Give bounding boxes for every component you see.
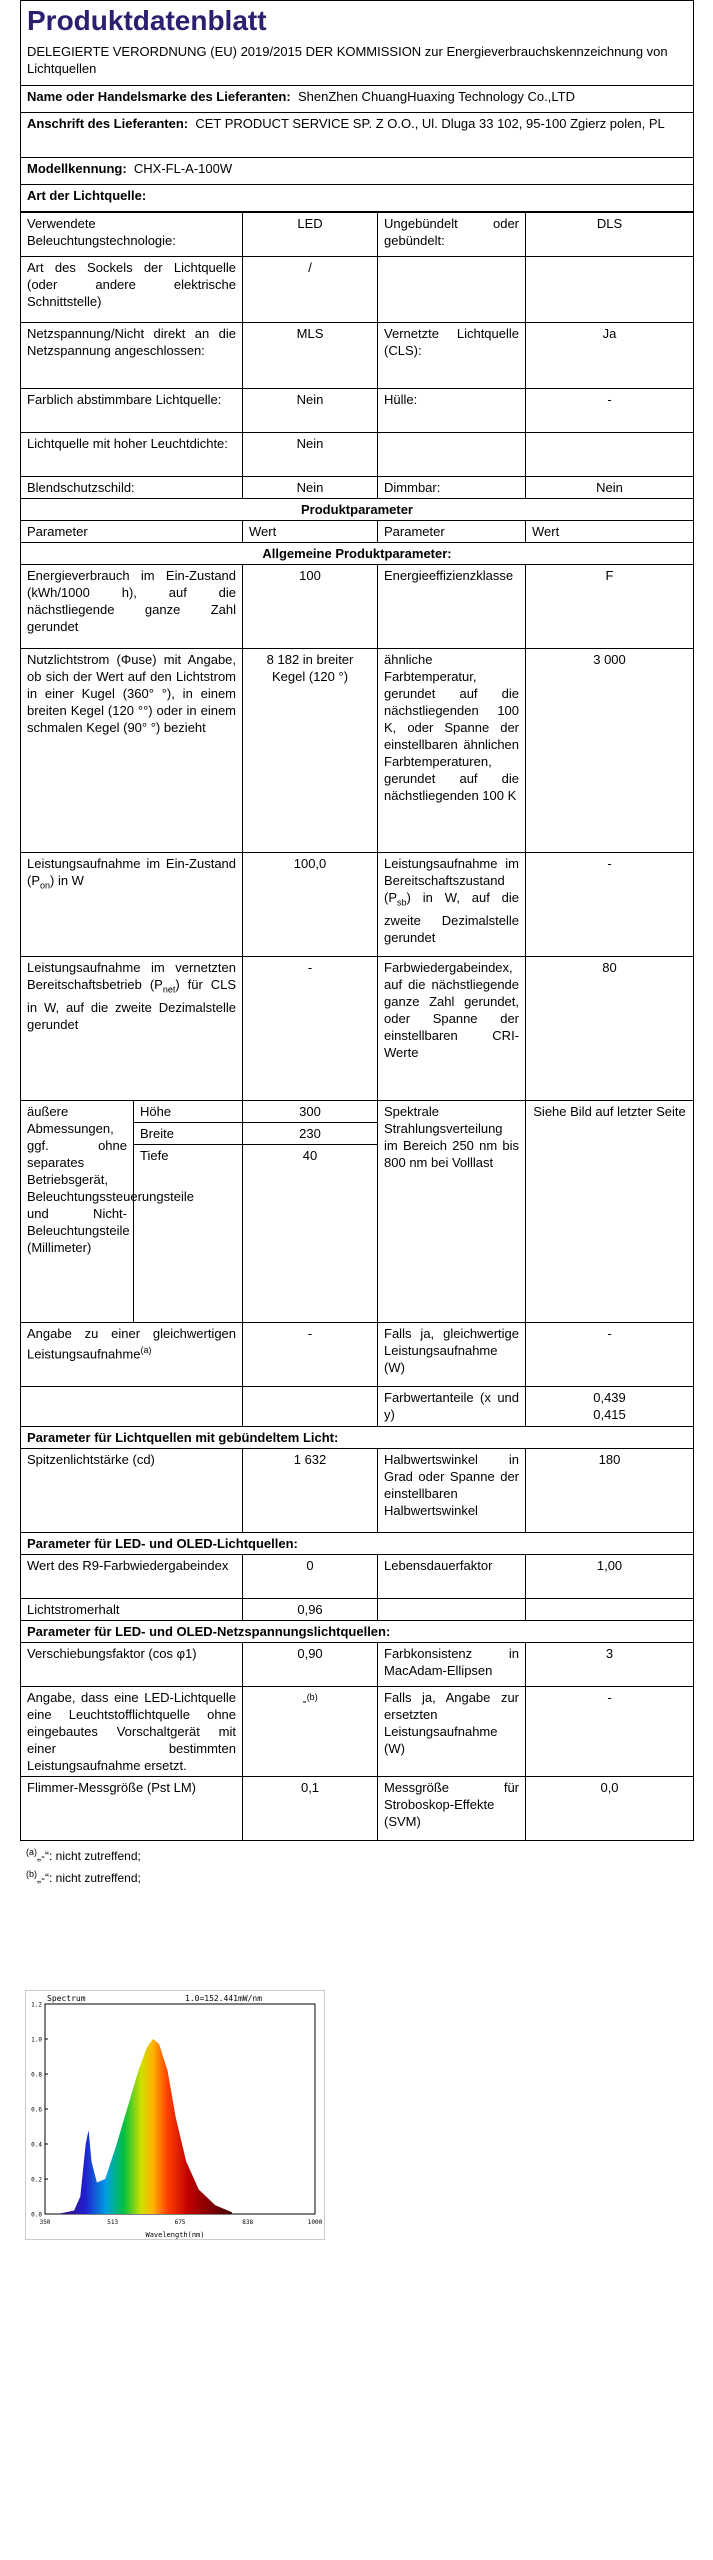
empty-cell: [526, 1599, 694, 1621]
column-header: Wert: [526, 521, 694, 543]
param-value: 0,1: [243, 1777, 378, 1841]
empty-cell: [21, 1387, 243, 1427]
param-value: 0,90: [243, 1643, 378, 1687]
table-row: [21, 649, 694, 853]
param-label: Lichtstromerhalt: [21, 1599, 243, 1621]
table-row: [21, 433, 694, 477]
dimension-value: 230: [243, 1123, 378, 1145]
param-value: Nein: [526, 477, 694, 499]
empty-cell: [526, 433, 694, 477]
empty-cell: [243, 1387, 378, 1427]
param-value: 1,00: [526, 1555, 694, 1599]
param-value: 8 182 in breiter Kegel (120 °): [243, 649, 378, 853]
light-type-header: Art der Lichtquelle:: [21, 185, 694, 212]
param-value: 0,96: [243, 1599, 378, 1621]
spectrum-xlabel: Wavelength(nm): [145, 2231, 205, 2239]
param-value: /: [243, 257, 378, 323]
table-row: [21, 477, 694, 499]
param-label: Farbwertanteile (x und y): [378, 1387, 526, 1427]
supplier-name-label: Name oder Handelsmarke des Lieferanten:: [27, 89, 291, 104]
param-value: 0,439 0,415: [526, 1387, 694, 1427]
y-tick-label: 0.4: [31, 2141, 42, 2149]
param-label: Falls ja, gleichwertige Leistungsaufnahme (W): [378, 1323, 526, 1387]
dimension-name: Tiefe: [134, 1145, 243, 1323]
page-title: Produktdatenblatt: [21, 1, 694, 42]
param-label: Art des Sockels der Lichtquelle (oder andere elektrische Schnittstelle): [21, 257, 243, 323]
table-row: [21, 1323, 694, 1387]
empty-cell: [378, 1599, 526, 1621]
table-row: [21, 957, 694, 1101]
supplier-name-row: [21, 86, 694, 113]
footnote: $^{(a)}$„-“: nicht zutreffend;: [26, 1847, 141, 1863]
param-label: Leistungsaufnahme im vernetzten Bereitschaftsbetrieb $(P_{net})$ für CLS in W, auf die zweite Dezimalstelle gerundet: [21, 957, 243, 1101]
spectrum-title: Spectrum: [47, 1994, 86, 2003]
param-label: Energieeffizienzklasse: [378, 565, 526, 649]
dimension-name: Höhe: [134, 1101, 243, 1123]
model-label: Modellkennung:: [27, 161, 127, 176]
param-value: Nein: [243, 477, 378, 499]
table-row: [21, 323, 694, 389]
param-label: Energieverbrauch im Ein-Zustand (kWh/1000 h), auf die nächstliegende ganze Zahl gerundet: [21, 565, 243, 649]
directional-header: Parameter für Lichtquellen mit gebündeltem Licht:: [21, 1427, 694, 1449]
param-value: 100: [243, 565, 378, 649]
param-label: Verschiebungsfaktor (cos φ1): [21, 1643, 243, 1687]
spectrum-peak-text: 1.0=152.441mW/nm: [185, 1994, 263, 2003]
y-tick-label: 0.8: [31, 2071, 42, 2079]
param-label: Blendschutzschild:: [21, 477, 243, 499]
table-row: [21, 1449, 694, 1533]
y-tick-label: 0.6: [31, 2106, 42, 2114]
param-value: -$^{(b)}$: [243, 1687, 378, 1777]
dimension-value: 40: [243, 1145, 378, 1323]
table-row: [21, 565, 694, 649]
y-tick-label: 1.0: [31, 2036, 42, 2044]
param-label: Vernetzte Lichtquelle (CLS):: [378, 323, 526, 389]
param-label: Angabe zu einer gleichwertigen Leistungsaufnahme$^{(a)}$: [21, 1323, 243, 1387]
table-row: [21, 1387, 694, 1427]
empty-cell: [378, 433, 526, 477]
param-label: ähnliche Farbtemperatur, gerundet auf die nächstliegenden 100 K, oder Spanne der einstellbaren ähnlichen Farbtemperaturen, gerundet auf die nächstliegenden 100 K: [378, 649, 526, 853]
param-label: Farbkonsistenz in MacAdam-Ellipsen: [378, 1643, 526, 1687]
param-value: LED: [243, 213, 378, 257]
regulation-text: DELEGIERTE VERORDNUNG (EU) 2019/2015 DER KOMMISSION zur Energieverbrauchskennzeichnung von Lichtquellen: [21, 41, 694, 86]
param-value: Nein: [243, 433, 378, 477]
table-row: [21, 213, 694, 257]
empty-cell: [378, 257, 526, 323]
footnote: $^{(b)}$„-“: nicht zutreffend;: [26, 1869, 141, 1885]
supplier-name-value: ShenZhen ChuangHuaxing Technology Co.,LTD: [297, 89, 575, 104]
param-value: 3: [526, 1643, 694, 1687]
column-header: Parameter: [378, 521, 526, 543]
x-tick-label: 1000: [307, 2219, 323, 2226]
empty-cell: [526, 257, 694, 323]
x-tick-label: 350: [39, 2219, 51, 2226]
param-label: Falls ja, Angabe zur ersetzten Leistungsaufnahme (W): [378, 1687, 526, 1777]
y-tick-label: 0.2: [31, 2176, 42, 2184]
datasheet: [20, 0, 693, 1887]
dimension-value: 300: [243, 1101, 378, 1123]
param-label: Lebensdauerfaktor: [378, 1555, 526, 1599]
supplier-address-row: [21, 113, 694, 158]
table-row: [21, 389, 694, 433]
column-header: Parameter: [21, 521, 243, 543]
param-label: Dimmbar:: [378, 477, 526, 499]
param-label: Leistungsaufnahme im Bereitschaftszustand $(P_{sb})$ in W, auf die zweite Dezimalstelle gerundet: [378, 853, 526, 957]
param-value: DLS: [526, 213, 694, 257]
param-value: 1 632: [243, 1449, 378, 1533]
spectrum-chart: [25, 1990, 325, 2240]
param-label: Flimmer-Messgröße (Pst LM): [21, 1777, 243, 1841]
param-value: -: [526, 1687, 694, 1777]
param-value: 0,0: [526, 1777, 694, 1841]
param-value: -: [243, 1323, 378, 1387]
header-table: [20, 0, 694, 212]
param-label: Wert des R9-Farbwiedergabeindex: [21, 1555, 243, 1599]
table-row: [21, 1643, 694, 1687]
param-value: 3 000: [526, 649, 694, 853]
x-tick-label: 675: [174, 2219, 186, 2226]
column-header-row: [21, 521, 694, 543]
param-label: Farblich abstimmbare Lichtquelle:: [21, 389, 243, 433]
model-row: [21, 158, 694, 185]
param-value: 100,0: [243, 853, 378, 957]
param-value: -: [526, 389, 694, 433]
param-value: Siehe Bild auf letzter Seite: [526, 1101, 694, 1323]
param-label: Spitzenlichtstärke (cd): [21, 1449, 243, 1533]
y-tick-label: 0.0: [31, 2211, 42, 2219]
param-value: -: [526, 853, 694, 957]
param-value: Ja: [526, 323, 694, 389]
table-row: [21, 1555, 694, 1599]
spectrum-image: [25, 1990, 325, 2240]
dimensions-label: äußere Abmessungen, ggf. ohne separates Betriebsgerät, Beleuchtungssteuerungsteile und Nicht-Beleuchtungsteile (Millimeter): [21, 1101, 134, 1323]
param-value: 0: [243, 1555, 378, 1599]
param-value: -: [243, 957, 378, 1101]
param-value: 180: [526, 1449, 694, 1533]
dimension-name: Breite: [134, 1123, 243, 1145]
param-label: Messgröße für Stroboskop-Effekte (SVM): [378, 1777, 526, 1841]
led-header: Parameter für LED- und OLED-Lichtquellen:: [21, 1533, 694, 1555]
param-label: Halbwertswinkel in Grad oder Spanne der einstellbaren Halbwertswinkel: [378, 1449, 526, 1533]
param-label: Nutzlichtstrom (Φuse) mit Angabe, ob sich der Wert auf den Lichtstrom in einer Kugel (360° °), in einem breiten Kegel (120 °°) oder in einem schmalen Kegel (90° °) bezieht: [21, 649, 243, 853]
param-value: MLS: [243, 323, 378, 389]
table-row: [21, 1777, 694, 1841]
param-label: Hülle:: [378, 389, 526, 433]
mains-header: Parameter für LED- und OLED-Netzspannungslichtquellen:: [21, 1621, 694, 1643]
x-tick-label: 513: [107, 2219, 119, 2226]
param-label: Verwendete Beleuchtungstechnologie:: [21, 213, 243, 257]
supplier-address-value: CET PRODUCT SERVICE SP. Z O.O., Ul. Dluga 33 102, 95-100 Zgierz polen, PL: [195, 116, 665, 131]
param-label: Farbwiedergabeindex, auf die nächstliegende ganze Zahl gerundet, oder Spanne der einstellbaren CRI-Werte: [378, 957, 526, 1101]
table-row: [21, 1687, 694, 1777]
param-value: 80: [526, 957, 694, 1101]
y-tick-label: 1.2: [31, 2001, 42, 2009]
table-row: [21, 1599, 694, 1621]
param-label: Ungebündelt oder gebündelt:: [378, 213, 526, 257]
param-label: Angabe, dass eine LED-Lichtquelle eine Leuchtstofflichtquelle ohne eingebautes Vorschaltgerät mit einer bestimmten Leistungsaufnahme ersetzt.: [21, 1687, 243, 1777]
x-tick-label: 838: [242, 2219, 254, 2226]
params-table: [20, 212, 694, 1841]
general-params-header: Allgemeine Produktparameter:: [21, 543, 694, 565]
param-label: Spektrale Strahlungsverteilung im Bereich 250 nm bis 800 nm bei Volllast: [378, 1101, 526, 1323]
table-row: [21, 1101, 694, 1123]
table-row: [21, 257, 694, 323]
param-label: Netzspannung/Nicht direkt an die Netzspannung angeschlossen:: [21, 323, 243, 389]
column-header: Wert: [243, 521, 378, 543]
footnotes: [20, 1843, 693, 1887]
supplier-address-label: Anschrift des Lieferanten:: [27, 116, 189, 131]
table-row: [21, 853, 694, 957]
param-label: Lichtquelle mit hoher Leuchtdichte:: [21, 433, 243, 477]
param-value: -: [526, 1323, 694, 1387]
param-label: Leistungsaufnahme im Ein-Zustand $(P_{on})$ in W: [21, 853, 243, 957]
model-value: CHX-FL-A-100W: [133, 161, 233, 176]
product-params-header: Produktparameter: [21, 499, 694, 521]
param-value: F: [526, 565, 694, 649]
param-value: Nein: [243, 389, 378, 433]
